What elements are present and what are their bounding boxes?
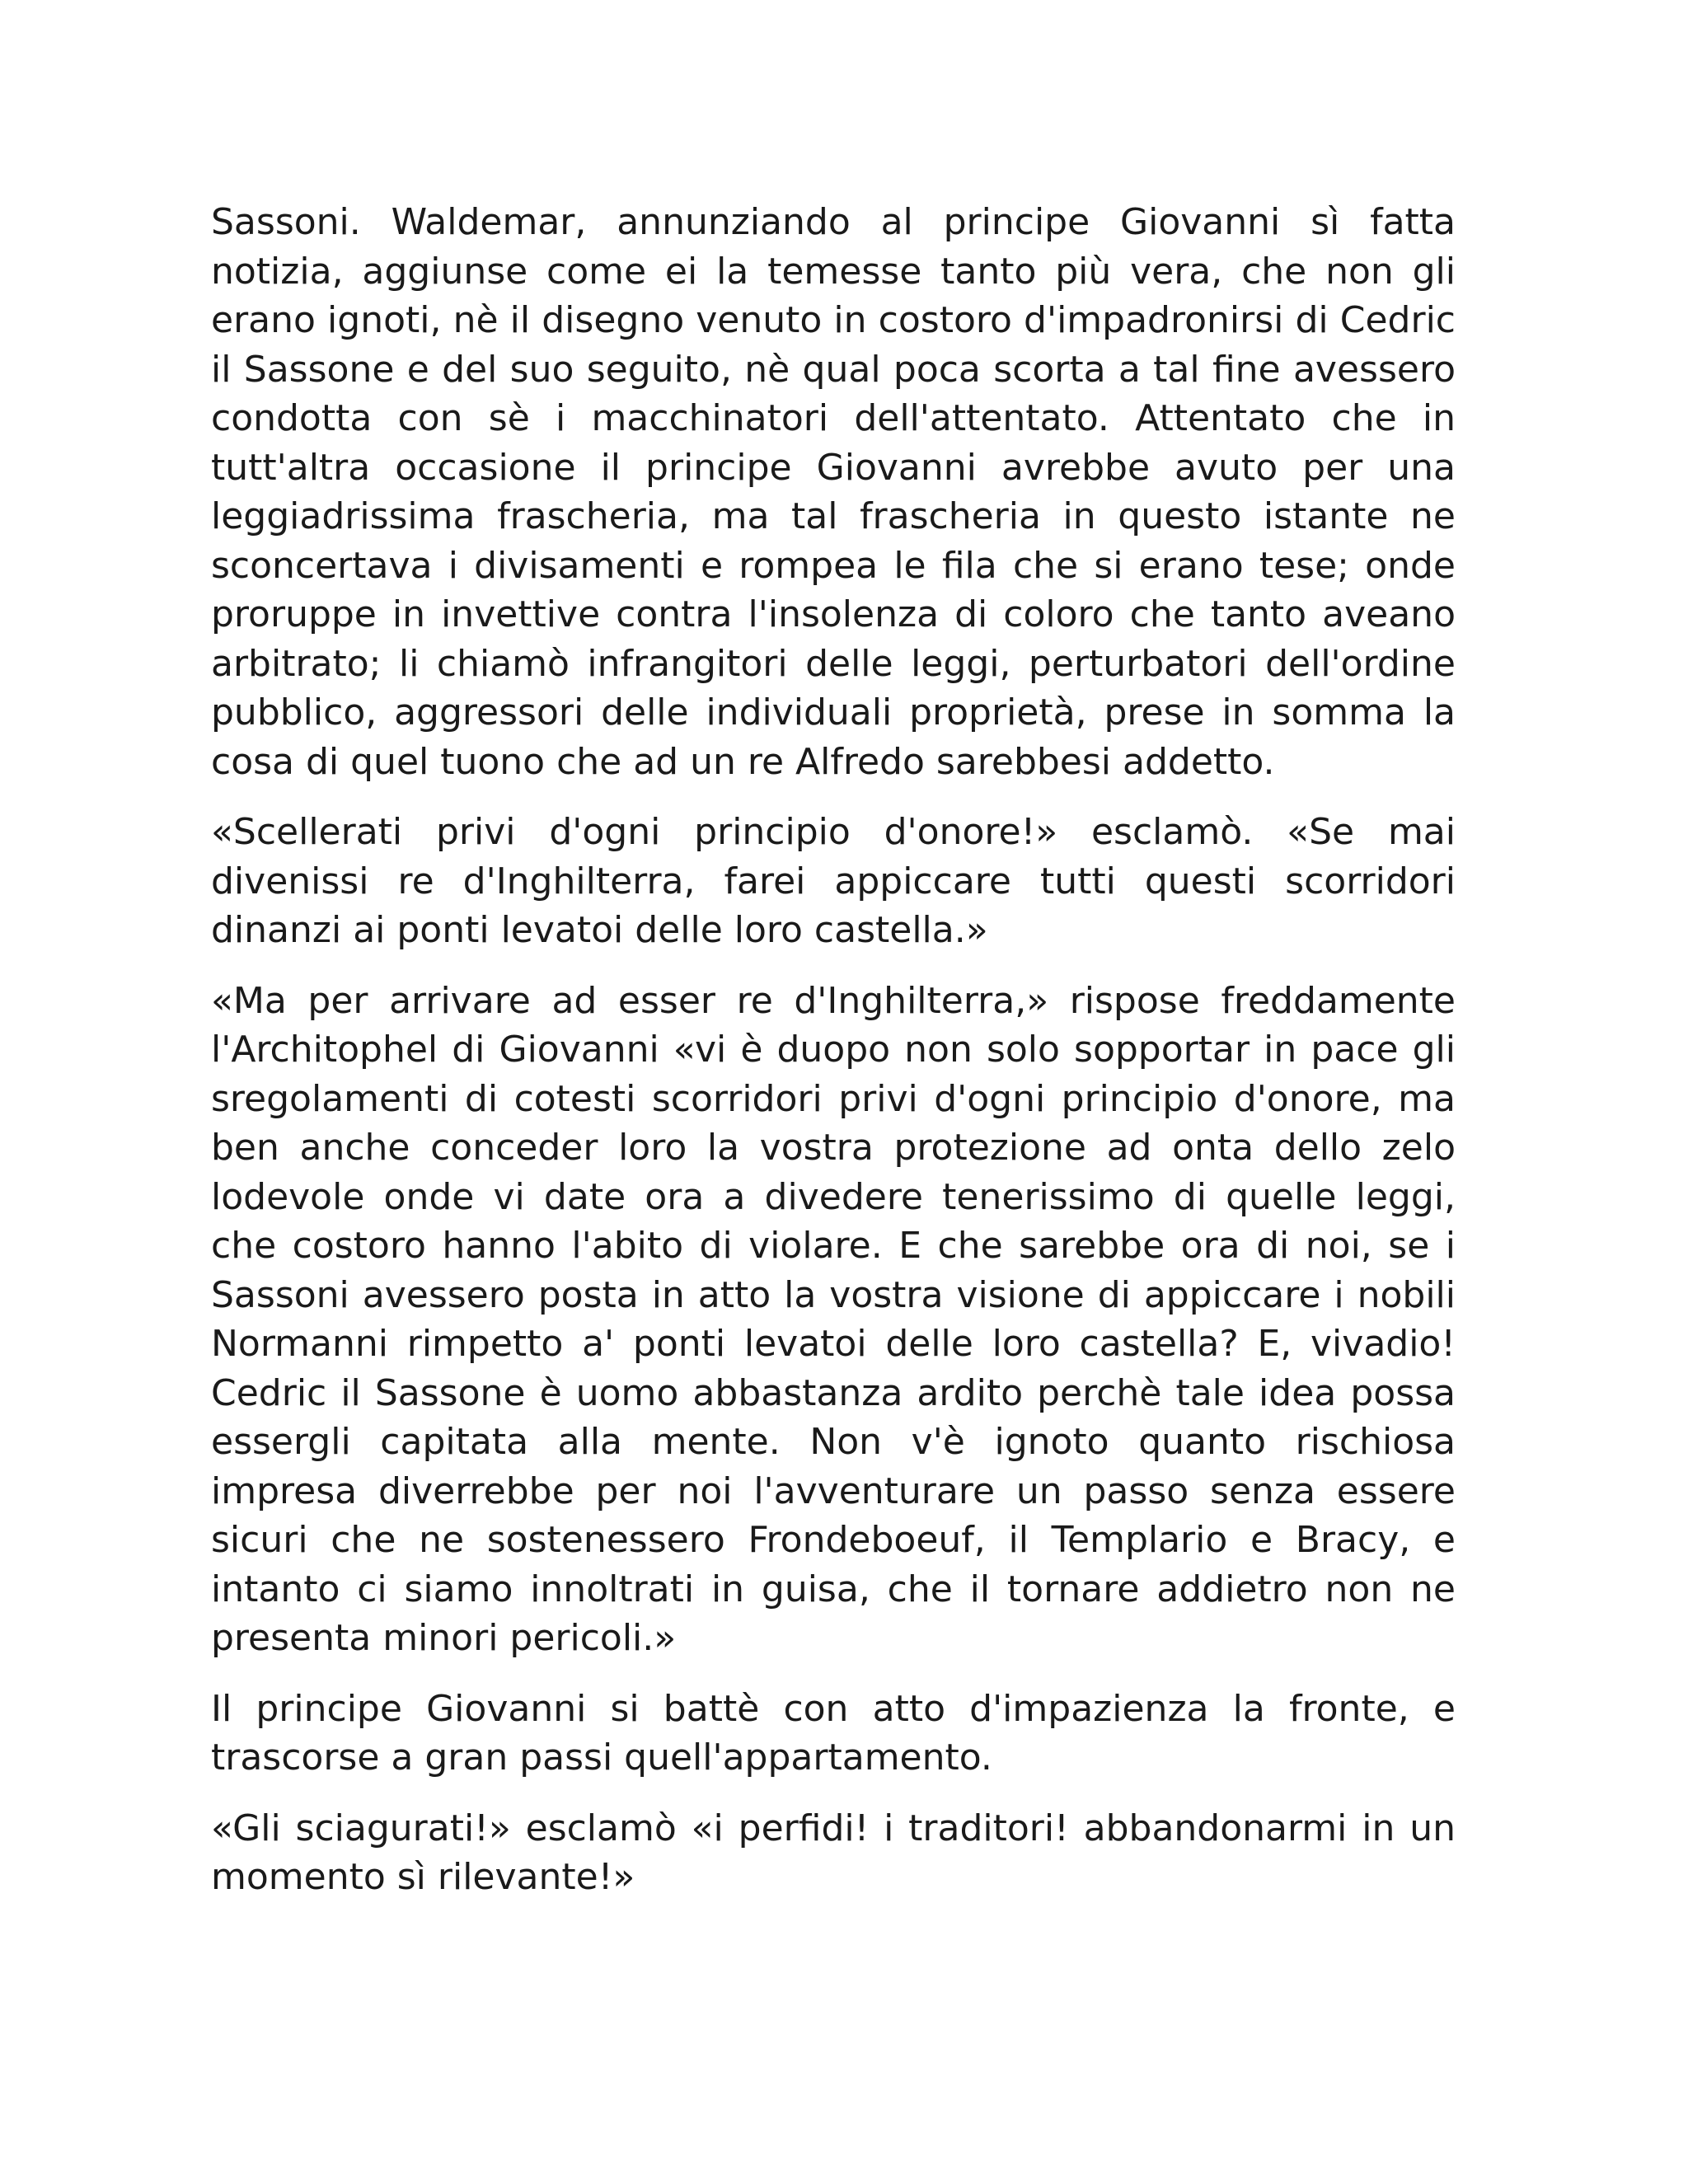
paragraph-3: «Ma per arrivare ad esser re d'Inghilterra,» rispose freddamente l'Architophel di Giovanni «vi è duopo non solo sopportar in pace gli sregolamenti di cotesti scorridori privi d'ogni principio d'onore, ma ben anche conceder loro la vostra protezione ad onta dello zelo lodevole onde vi date ora a divedere tenerissimo di quelle leggi, che costoro hanno l'abito di violare. E che sarebbe ora di noi, se i Sassoni avessero posta in atto la vostra visione di appiccare i nobili Normanni rimpetto a' ponti levatoi delle loro castella? E, vivadio! Cedric il Sassone è uomo abbastanza ardito perchè tale idea possa essergli capitata alla mente. Non v'è ignoto quanto rischiosa impresa diverrebbe per noi l'avventurare un passo senza essere sicuri che ne sostenessero Frondeboeuf, il Templario e Bracy, e intanto ci siamo innoltrati in guisa, che il tornare addietro non ne presenta minori pericoli.» — [211, 979, 1456, 1659]
paragraph-2: «Scellerati privi d'ogni principio d'onore!» esclamò. «Se mai divenissi re d'Inghilterra, farei appiccare tutti questi scorridori dinanzi ai ponti levatoi delle loro castella.» — [211, 811, 1456, 951]
paragraph-4: Il principe Giovanni si battè con atto d'impazienza la fronte, e trascorse a gran passi quell'appartamento. — [211, 1687, 1456, 1779]
paragraph-5: «Gli sciagurati!» esclamò «i perfidi! i traditori! abbandonarmi in un momento sì rilevante!» — [211, 1807, 1456, 1898]
document-page — [211, 198, 1456, 1924]
paragraph-1: Sassoni. Waldemar, annunziando al principe Giovanni sì fatta notizia, aggiunse come ei la temesse tanto più vera, che non gli erano ignoti, nè il disegno venuto in costoro d'impadronirsi di Cedric il Sassone e del suo seguito, nè qual poca scorta a tal fine avessero condotta con sè i macchinatori dell'attentato. Attentato che in tutt'altra occasione il principe Giovanni avrebbe avuto per una leggiadrissima frascheria, ma tal frascheria in questo istante ne sconcertava i divisamenti e rompea le fila che si erano tese; onde proruppe in invettive contra l'insolenza di coloro che tanto aveano arbitrato; li chiamò infrangitori delle leggi, perturbatori dell'ordine pubblico, aggressori delle individuali proprietà, prese in somma la cosa di quel tuono che ad un re Alfredo sarebbesi addetto. — [211, 201, 1456, 783]
